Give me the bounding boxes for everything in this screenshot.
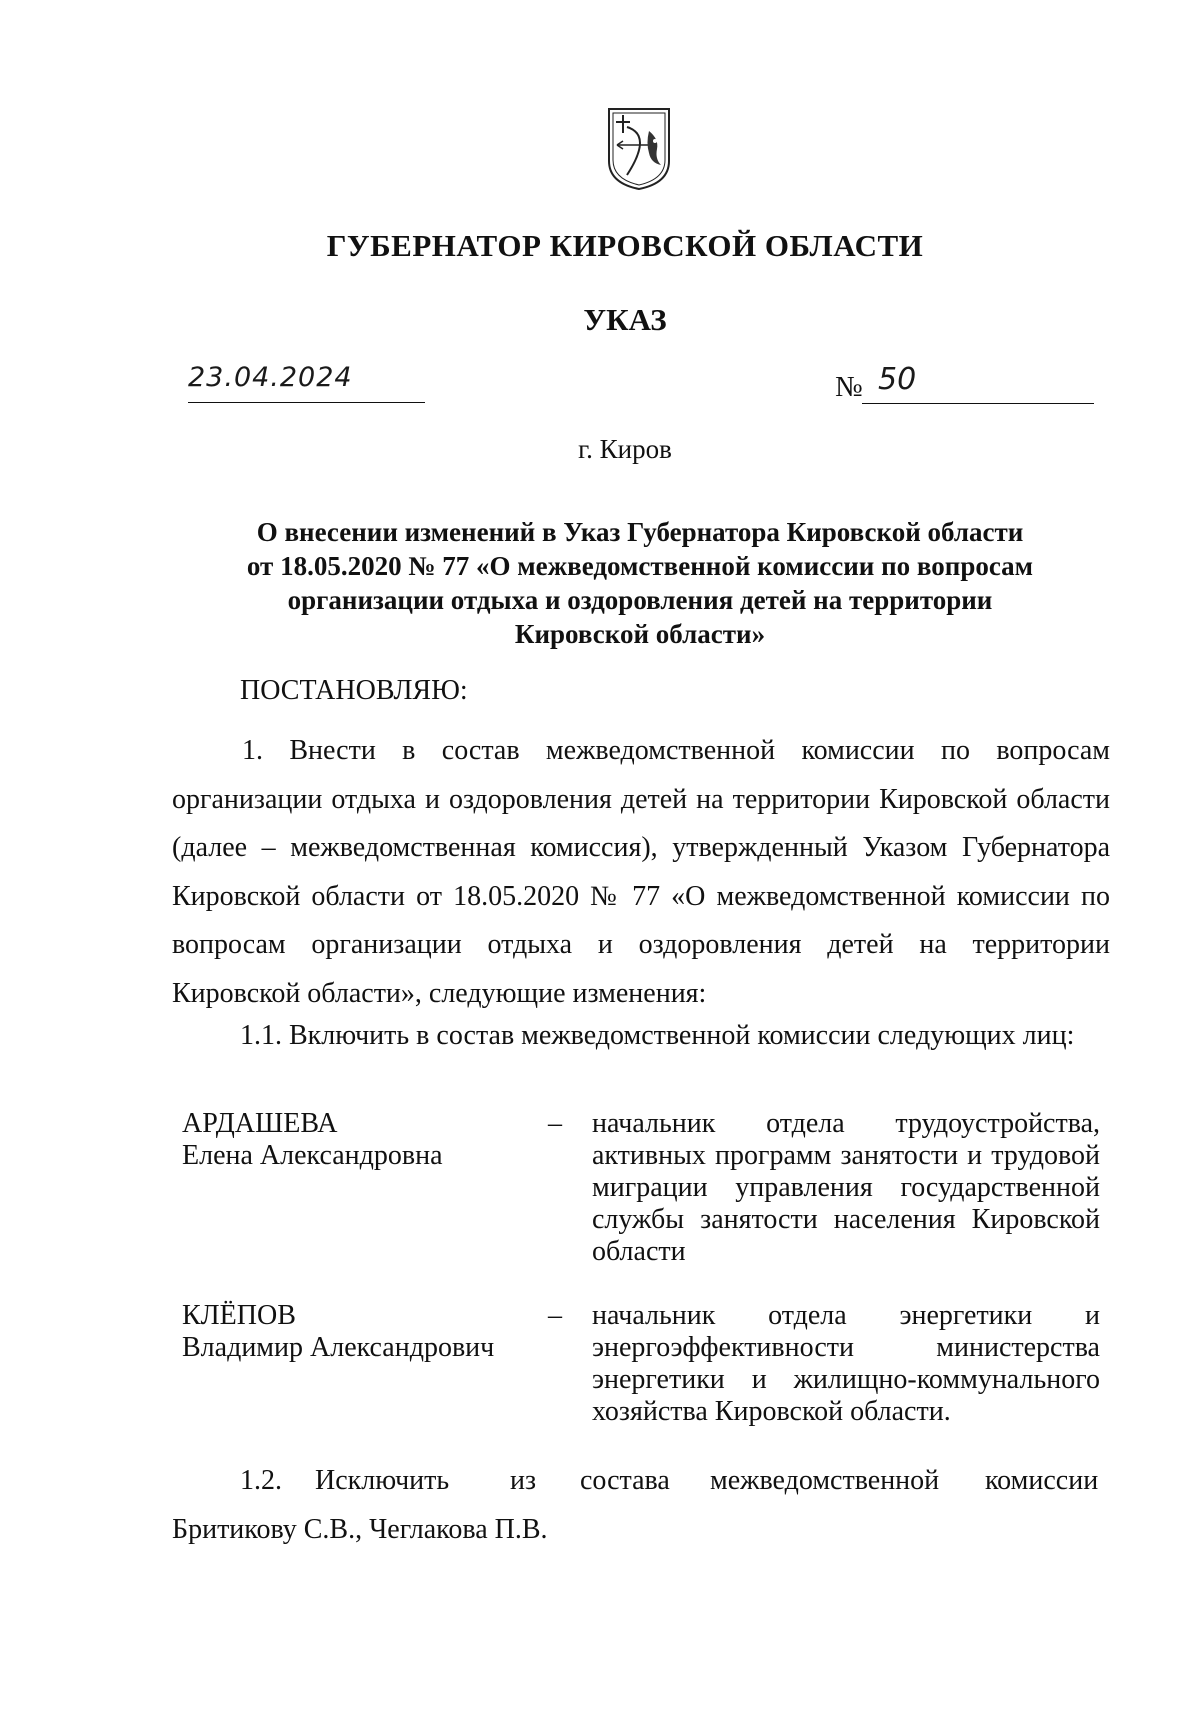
date-underline xyxy=(188,392,425,403)
city: г. Киров xyxy=(578,434,672,464)
member-given-name: Владимир Александрович xyxy=(182,1332,495,1363)
member-dash: – xyxy=(548,1108,562,1139)
paragraph-1: 1. Внести в состав межведомственной комиссии по вопросам организации отдыха и оздоровления детей на территории Кировской области (далее – межведомственная комиссия), утвержденный Указом Губернатора Кировской области от 18.05.2020 № 77 «О межведомственной комиссии по вопросам организации отдыха и оздоровления детей на территории Кировской области», следующие изменения: xyxy=(172,735,1110,1009)
subject-line: от 18.05.2020 № 77 «О межведомственной комиссии по вопросам xyxy=(246,551,1034,581)
number-underline xyxy=(862,403,1094,404)
member-position: начальник отдела трудоустройства, активных программ занятости и трудовой миграции управления государственной службы занятости населения Кировской области xyxy=(592,1108,1100,1267)
document-type: УКАЗ xyxy=(583,302,667,337)
member-surname: АРДАШЕВА xyxy=(182,1108,338,1139)
paragraph-1-1: 1.1. Включить в состав межведомственной комиссии следующих лиц: xyxy=(240,1020,1075,1051)
word: из xyxy=(510,1465,537,1496)
member-position: начальник отдела энергетики и энергоэффективности министерства энергетики и жилищно-коммунального хозяйства Кировской области. xyxy=(592,1300,1100,1427)
member-dash: – xyxy=(548,1300,562,1331)
member-name xyxy=(182,1300,494,1364)
subject-line: Кировской области» xyxy=(514,619,766,649)
paragraph-1-2-continuation: Бритикову С.В., Чеглакова П.В. xyxy=(172,1514,548,1545)
word: состава xyxy=(580,1465,670,1496)
word: Исключить xyxy=(315,1465,450,1496)
resolve-heading: ПОСТАНОВЛЯЮ: xyxy=(240,675,468,706)
number-label: № xyxy=(835,371,863,403)
subject-line: организации отдыха и оздоровления детей на территории xyxy=(287,585,993,615)
word: межведомственной xyxy=(710,1465,940,1496)
coat-of-arms-emblem xyxy=(605,105,673,191)
word: комиссии xyxy=(985,1465,1099,1496)
document-number: 50 xyxy=(878,362,917,397)
word: 1.2. xyxy=(240,1465,282,1496)
document-date: 23.04.2024 xyxy=(188,362,353,393)
document-subject xyxy=(200,515,1080,651)
member-given-name: Елена Александровна xyxy=(182,1140,443,1171)
issuing-authority: ГУБЕРНАТОР КИРОВСКОЙ ОБЛАСТИ xyxy=(326,228,924,263)
subject-line: О внесении изменений в Указ Губернатора Кировской области xyxy=(256,517,1024,547)
member-surname: КЛЁПОВ xyxy=(182,1300,296,1331)
member-name xyxy=(182,1108,443,1172)
